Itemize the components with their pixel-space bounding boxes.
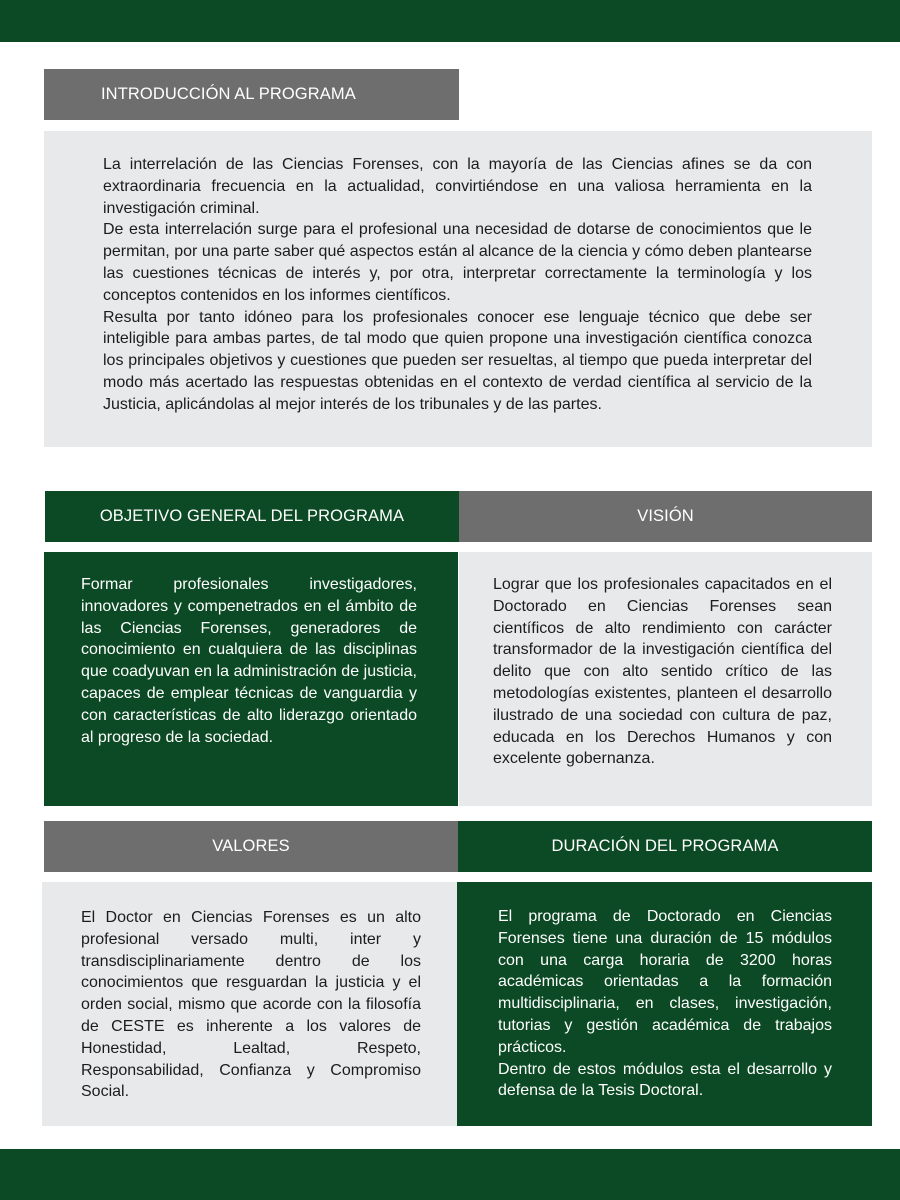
vision-title: VISIÓN <box>637 507 694 525</box>
objetivo-header <box>45 491 459 542</box>
intro-header <box>44 69 459 120</box>
intro-paragraph: De esta interrelación surge para el profesional una necesidad de dotarse de conocimientos que le permitan, por una parte saber qué aspectos están al alcance de la ciencia y cómo deben plantearse las cuestiones técnicas de interés y, por otra, interpretar correctamente la terminología y los conceptos contenidos en los informes científicos. <box>103 221 812 304</box>
duracion-paragraph: El programa de Doctorado en Ciencias Forenses tiene una duración de 15 módulos con una carga horaria de 3200 horas académicas orientadas a la formación multidisciplinaria, en clases, investigación, tutorias y gestión académica de trabajos prácticos. <box>498 908 832 1056</box>
objetivo-title: OBJETIVO GENERAL DEL PROGRAMA <box>99 507 405 525</box>
valores-header <box>44 821 458 872</box>
valores-body <box>42 882 458 1126</box>
duracion-paragraph: Dentro de estos módulos esta el desarrollo y defensa de la Tesis Doctoral. <box>498 1060 832 1100</box>
bottom-green-band <box>0 1149 900 1200</box>
vision-body <box>459 552 872 806</box>
intro-title: INTRODUCCIÓN AL PROGRAMA <box>101 85 356 103</box>
valores-title: VALORES <box>212 837 290 855</box>
intro-body <box>44 131 872 447</box>
duracion-title: DURACIÓN DEL PROGRAMA <box>551 837 779 855</box>
intro-paragraph: Resulta por tanto idóneo para los profesionales conocer ese lenguaje técnico que debe ser inteligible para ambas partes, de tal modo que quien propone una investigación científica conozca los principales objetivos y cuestiones que pueden ser resueltas, al tiempo que pueda interpretar del modo más acertado las respuestas obtenidas en el contexto de verdad científica al servicio de la Justicia, aplicándolas al mejor interés de los tribunales y de las partes. <box>103 308 812 413</box>
intro-paragraph: La interrelación de las Ciencias Forenses, con la mayoría de las Ciencias afines se da con extraordinaria frecuencia en la actualidad, convirtiéndose en una valiosa herramienta en la investigación criminal. <box>103 156 812 217</box>
duracion-body <box>457 882 872 1126</box>
duracion-header <box>458 821 872 872</box>
vision-text: Lograr que los profesionales capacitados en el Doctorado en Ciencias Forenses sean científicos de alto rendimiento con carácter transformador de la investigación científica del delito que con alto sentido crítico de las metodologías existentes, planteen el desarrollo ilustrado de una sociedad con cultura de paz, educada en los Derechos Humanos y con excelente gobernanza. <box>493 576 832 768</box>
vision-header <box>459 491 872 542</box>
objetivo-text: Formar profesionales investigadores, innovadores y compenetrados en el ámbito de las Ciencias Forenses, generadores de conocimiento en cualquiera de las disciplinas que coadyuvan en la administración de justicia, capaces de emplear técnicas de vanguardia y con características de alto liderazgo orientado al progreso de la sociedad. <box>81 576 417 746</box>
valores-text: El Doctor en Ciencias Forenses es un alto profesional versado multi, inter y transdisciplinariamente dentro de los conocimientos que resguardan la justicia y el orden social, mismo que acorde con la filosofía de CESTE es inherente a los valores de Honestidad, Lealtad, Respeto, Responsabilidad, Confianza y Compromiso Social. <box>81 909 421 1101</box>
objetivo-body <box>44 552 458 806</box>
top-green-band <box>0 0 900 42</box>
